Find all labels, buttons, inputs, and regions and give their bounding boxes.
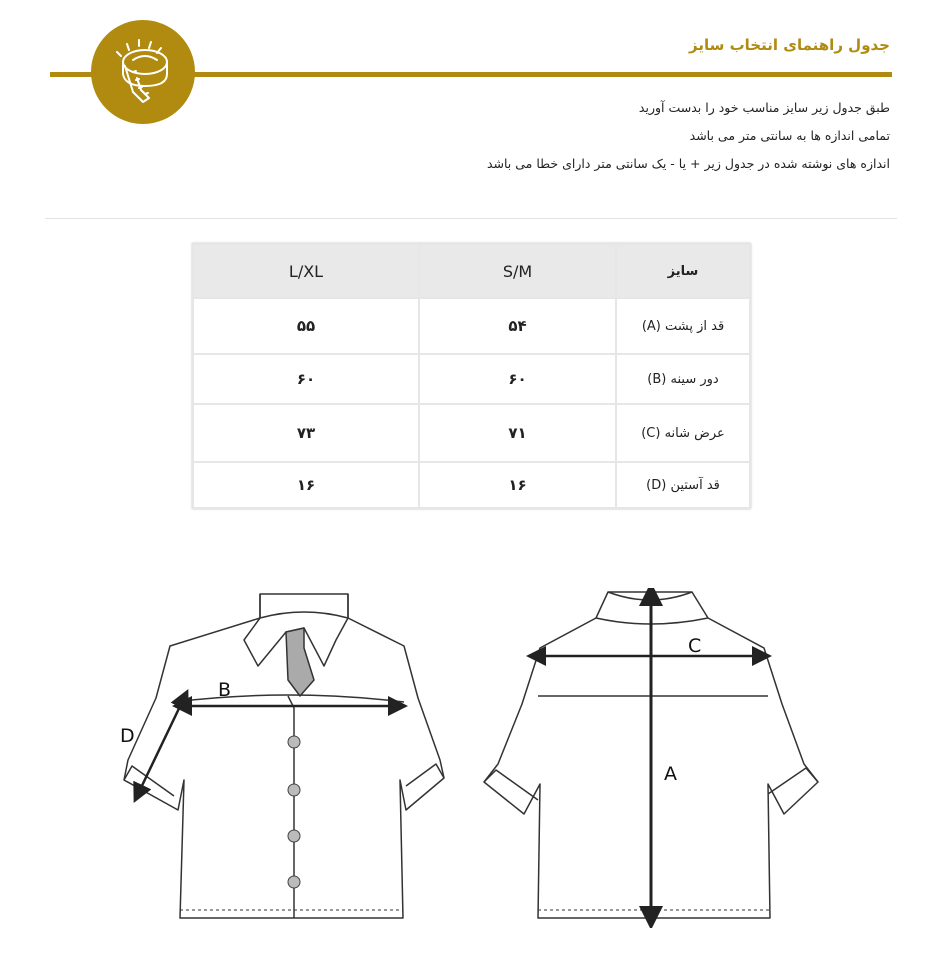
cell-lxl: ۱۶ <box>193 462 419 508</box>
label-b: B <box>218 679 232 701</box>
table-header-row <box>193 244 750 298</box>
table-row <box>193 462 750 508</box>
page-title: جدول راهنمای انتخاب سایز <box>689 36 890 54</box>
label-a: A <box>664 763 677 785</box>
row-label: عرض شانه (C) <box>616 404 750 462</box>
shirt-back-diagram <box>478 588 828 928</box>
table-row <box>193 354 750 404</box>
measuring-tape-badge <box>91 20 195 124</box>
col-header-lxl: L/XL <box>193 244 419 298</box>
measuring-tape-icon <box>103 32 183 112</box>
cell-lxl: ۵۵ <box>193 298 419 354</box>
cell-lxl: ۶۰ <box>193 354 419 404</box>
cell-sm: ۷۱ <box>419 404 616 462</box>
intro-line: طبق جدول زیر سایز مناسب خود را بدست آورید <box>638 100 890 115</box>
row-label: دور سینه (B) <box>616 354 750 404</box>
intro-line: اندازه های نوشته شده در جدول زیر + یا - یک سانتی متر دارای خطا می باشد <box>486 156 890 171</box>
size-table <box>192 243 751 509</box>
row-label: قد آستین (D) <box>616 462 750 508</box>
cell-lxl: ۷۳ <box>193 404 419 462</box>
col-header-size: سایز <box>616 244 750 298</box>
table-row <box>193 404 750 462</box>
intro-line: تمامی اندازه ها به سانتی متر می باشد <box>689 128 890 143</box>
row-label: قد از پشت (A) <box>616 298 750 354</box>
table-row <box>193 298 750 354</box>
col-header-sm: S/M <box>419 244 616 298</box>
intro-text <box>487 94 890 178</box>
cell-sm: ۶۰ <box>419 354 616 404</box>
cell-sm: ۱۶ <box>419 462 616 508</box>
section-divider <box>45 218 897 219</box>
shirt-front-diagram <box>118 588 458 928</box>
label-d: D <box>120 725 135 747</box>
cell-sm: ۵۴ <box>419 298 616 354</box>
label-c: C <box>688 635 702 657</box>
